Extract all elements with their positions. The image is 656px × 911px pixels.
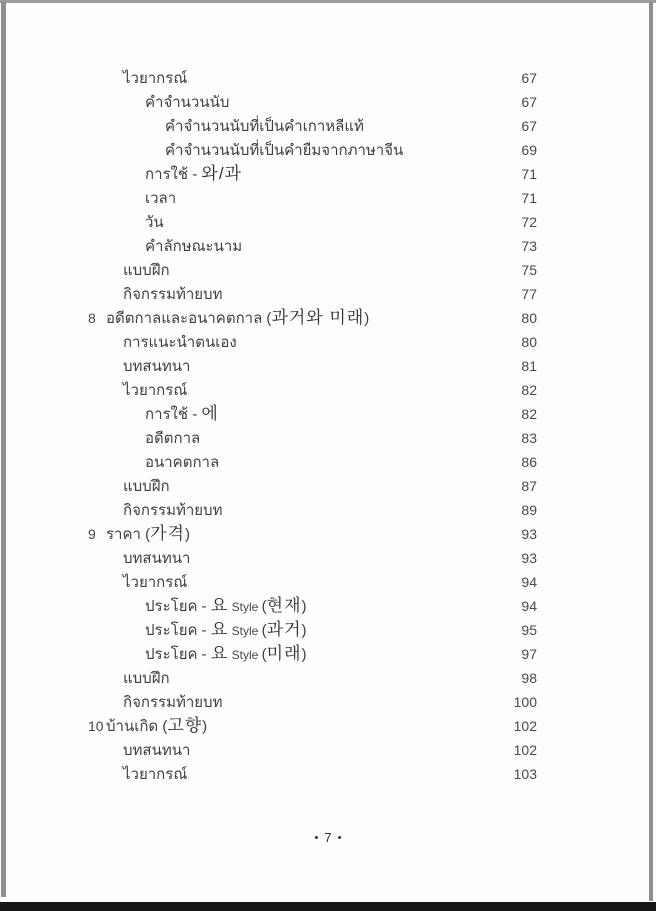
chapter-number: 10: [88, 718, 104, 734]
toc-page-number: 67: [521, 70, 537, 86]
toc-entry-label: [88, 499, 493, 523]
toc-page-number: 82: [521, 406, 537, 422]
toc-row: [88, 66, 537, 90]
toc-row: [88, 426, 537, 450]
toc-entry-label: [88, 451, 493, 475]
toc-label-part-latin: Style: [228, 648, 262, 662]
toc-label-part-thai: การใช้ -: [145, 166, 202, 183]
toc-entry-label: [88, 763, 493, 787]
toc-page-number: 102: [513, 718, 537, 734]
page-footer: [0, 830, 656, 847]
toc-page-number: 94: [521, 598, 537, 614]
toc-label-part-thai: ไวยากรณ์: [123, 382, 188, 399]
toc-entry-label: [88, 547, 493, 571]
toc-page-number: 75: [521, 262, 537, 278]
toc-label-part-thai: กิจกรรมท้ายบท: [123, 694, 223, 711]
toc-label-part-thai: คำลักษณะนาม: [145, 238, 243, 255]
toc-entry-label: [88, 91, 493, 115]
toc-label-part-thai: แบบฝึก: [123, 478, 170, 495]
toc-label-part-korean: 요: [210, 644, 229, 663]
toc-label-part-thai: การใช้ -: [145, 406, 202, 423]
toc-row: [88, 138, 537, 162]
toc-page-number: 98: [521, 670, 537, 686]
toc-label-part-thai: คำจำนวนนับ: [145, 94, 230, 111]
toc-page-number: 86: [521, 454, 537, 470]
toc-label-part-thai: บทสนทนา: [123, 550, 191, 567]
toc-entry-label: [88, 211, 493, 235]
toc-row: [88, 762, 537, 786]
toc-row: [88, 546, 537, 570]
toc-entry-label: [88, 235, 493, 259]
toc-entry-label: [88, 283, 493, 307]
toc-label-part-thai: อนาคตกาล: [145, 454, 220, 471]
toc-row: [88, 90, 537, 114]
toc-entry-label: [88, 691, 493, 715]
toc-label-part-korean: 현재: [266, 596, 302, 615]
toc-label-part-thai: ): [184, 526, 190, 543]
toc-row: [88, 330, 537, 354]
toc-page-number: 94: [521, 574, 537, 590]
toc-label-part-thai: ประโยค -: [145, 646, 211, 663]
chapter-number: 8: [88, 310, 96, 326]
toc-row: [88, 210, 537, 234]
toc-page-number: 87: [521, 478, 537, 494]
footer-bullet-right: •: [337, 832, 342, 844]
footer-bullet-left: •: [314, 832, 319, 844]
toc-row: [88, 618, 537, 642]
toc-label-part-thai: ไวยากรณ์: [123, 70, 188, 87]
toc-row: [88, 114, 537, 138]
toc-entry-label: [88, 379, 493, 403]
toc-label-part-korean: 에: [201, 404, 219, 423]
toc-row: [88, 378, 537, 402]
toc-page-number: 80: [521, 310, 537, 326]
toc-label-part-thai: การแนะนำตนเอง: [123, 334, 237, 351]
toc-row: [88, 282, 537, 306]
toc-page-number: 103: [513, 766, 537, 782]
toc-entry-label: [88, 642, 493, 667]
toc-page-number: 102: [513, 742, 537, 758]
toc-entry-label: [88, 667, 493, 691]
toc-label-part-thai: ): [301, 622, 307, 639]
toc-page-number: 71: [521, 190, 537, 206]
toc-page-number: 82: [521, 382, 537, 398]
footer-page-number: 7: [324, 830, 332, 845]
toc-label-part-latin: Style: [228, 624, 262, 638]
toc-label-part-thai: คำจำนวนนับที่เป็นคำยืมจากภาษาจีน: [165, 142, 404, 159]
toc-label-part-thai: บทสนทนา: [123, 742, 191, 759]
toc-label-part-korean: 고향: [167, 716, 203, 735]
toc-chapter-row: [88, 714, 537, 738]
toc-entry-label: [88, 331, 493, 355]
toc-label-part-latin: Style: [228, 600, 262, 614]
toc-entry-label: [88, 187, 493, 211]
scan-edge-right: [649, 2, 653, 901]
toc-entry-label: [88, 139, 493, 163]
toc-row: [88, 450, 537, 474]
toc-label-part-thai: ประโยค -: [145, 598, 211, 615]
toc-label-part-korean: 미래: [266, 644, 302, 663]
toc-entry-label: [88, 427, 493, 451]
toc-label-part-thai: อดีตกาล: [145, 430, 201, 447]
toc-chapter-row: [88, 522, 537, 546]
toc-page-number: 73: [521, 238, 537, 254]
toc-row: [88, 234, 537, 258]
toc-label-part-thai: ): [301, 598, 307, 615]
toc-entry-label: [88, 67, 493, 91]
toc-label-part-thai: ไวยากรณ์: [123, 574, 188, 591]
toc-label-part-korean: 가격: [150, 524, 185, 543]
toc-page-number: 67: [521, 94, 537, 110]
toc-label-part-korean: 과거와 미래: [271, 308, 365, 327]
toc-label-part-thai: (: [261, 622, 267, 639]
toc-entry-label: [88, 162, 493, 187]
toc-page-number: 97: [521, 646, 537, 662]
toc-page-number: 69: [521, 142, 537, 158]
toc-row: [88, 738, 537, 762]
toc-row: [88, 186, 537, 210]
toc-entry-label: [88, 259, 493, 283]
toc-page-number: 71: [521, 166, 537, 182]
toc-page-number: 83: [521, 430, 537, 446]
scan-edge-bottom: [0, 902, 656, 911]
toc-label-part-thai: วัน: [145, 214, 164, 231]
toc-row: [88, 570, 537, 594]
scan-edge-left: [1, 2, 6, 897]
toc-row: [88, 666, 537, 690]
toc-row: [88, 354, 537, 378]
toc-entry-label: [88, 594, 493, 619]
toc-label-part-korean: 요: [210, 620, 229, 639]
toc-row: [88, 162, 537, 186]
toc-label-part-korean: 와/과: [201, 164, 242, 183]
toc-label-part-thai: ): [364, 310, 370, 327]
toc-label-part-korean: 과거: [266, 620, 302, 639]
toc-row: [88, 402, 537, 426]
chapter-number: 9: [88, 526, 96, 542]
toc-page-number: 80: [521, 334, 537, 350]
toc-label-part-thai: ประโยค -: [145, 622, 211, 639]
toc-page-number: 89: [521, 502, 537, 518]
toc-entry-label: [88, 571, 493, 595]
toc-page-number: 81: [521, 358, 537, 374]
toc-label-part-thai: อดีตกาลและอนาคตกาล (: [106, 310, 272, 327]
toc-chapter-row: [88, 306, 537, 330]
toc-label-part-thai: (: [261, 646, 267, 663]
toc-page-number: 93: [521, 550, 537, 566]
toc-label-part-thai: เวลา: [145, 190, 177, 207]
toc-page-number: 77: [521, 286, 537, 302]
toc-entry-label: [88, 739, 493, 763]
toc-row: [88, 258, 537, 282]
toc-label-part-thai: ราคา (: [106, 526, 151, 543]
toc-row: [88, 642, 537, 666]
toc-label-part-thai: แบบฝึก: [123, 262, 170, 279]
toc-entry-label: [88, 618, 493, 643]
toc-row: [88, 690, 537, 714]
toc-page-number: 93: [521, 526, 537, 542]
toc-entry-label: [88, 115, 493, 139]
toc-entry-label: [88, 355, 493, 379]
toc-entry-label: [106, 522, 493, 547]
toc-label-part-thai: กิจกรรมท้ายบท: [123, 286, 223, 303]
toc-label-part-thai: แบบฝึก: [123, 670, 170, 687]
toc-label-part-thai: ): [202, 718, 208, 735]
toc-entry-label: [106, 714, 493, 739]
toc-entry-label: [88, 402, 493, 427]
toc-label-part-thai: ): [301, 646, 307, 663]
toc-label-part-thai: (: [261, 598, 267, 615]
toc-entry-label: [106, 306, 493, 331]
scan-edge-top: [0, 0, 656, 3]
toc-label-part-korean: 요: [210, 596, 229, 615]
toc-list: [88, 66, 537, 786]
toc-entry-label: [88, 475, 493, 499]
toc-page-number: 72: [521, 214, 537, 230]
toc-page-number: 95: [521, 622, 537, 638]
toc-row: [88, 594, 537, 618]
toc-page-number: 100: [513, 694, 537, 710]
toc-label-part-thai: บทสนทนา: [123, 358, 191, 375]
toc-label-part-thai: คำจำนวนนับที่เป็นคำเกาหลีแท้: [165, 118, 364, 135]
toc-label-part-thai: กิจกรรมท้ายบท: [123, 502, 223, 519]
toc-label-part-thai: ไวยากรณ์: [123, 766, 188, 783]
toc-label-part-thai: บ้านเกิด (: [106, 718, 168, 735]
toc-page-number: 67: [521, 118, 537, 134]
toc-row: [88, 474, 537, 498]
toc-row: [88, 498, 537, 522]
